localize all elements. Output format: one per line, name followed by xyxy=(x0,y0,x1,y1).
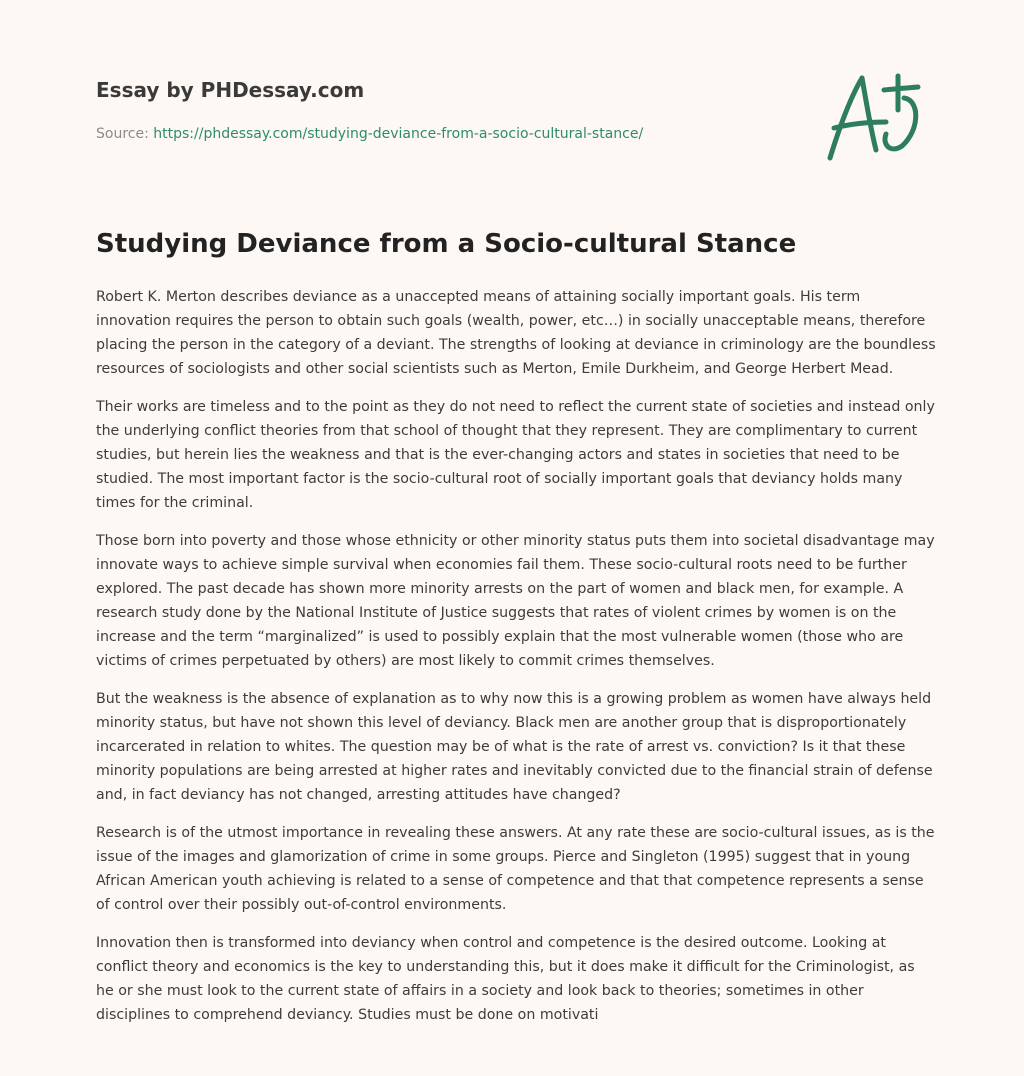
source-line xyxy=(96,124,796,144)
brand-title: Essay by PHDessay.com xyxy=(96,78,365,102)
source-link[interactable]: https://phdessay.com/studying-deviance-from-a-socio-cultural-stance/ xyxy=(153,126,644,142)
essay-paragraph: But the weakness is the absence of explanation as to why now this is a growing problem as women have always held minority status, but have not shown this level of deviancy. Black men are another group that is disproportionately incarcerated in relation to whites. The question may be of what is the rate of arrest vs. conviction? Is it that these minority populations are being arrested at higher rates and inevitably convicted due to the financial strain of defense and, in fact deviancy has not changed, arresting attitudes have changed? xyxy=(96,691,933,803)
essay-paragraph: Their works are timeless and to the point as they do not need to reflect the current state of societies and instead only the underlying conflict theories from that school of thought that they represent. They are complimentary to current studies, but herein lies the weakness and that is the ever-changing actors and states in societies that need to be studied. The most important factor is the socio-cultural root of socially important goals that deviancy holds many times for the criminal. xyxy=(96,399,935,511)
essay-paragraph: Robert K. Merton describes deviance as a unaccepted means of attaining socially important goals. His term innovation requires the person to obtain such goals (wealth, power, etc…) in socially unacceptable means, therefore placing the person in the category of a deviant. The strengths of looking at deviance in criminology are the boundless resources of sociologists and other social scientists such as Merton, Emile Durkheim, and George Herbert Mead. xyxy=(96,289,936,377)
essay-body xyxy=(96,285,936,1065)
source-label: Source: xyxy=(96,126,149,142)
site-header xyxy=(96,76,796,144)
essay-paragraph: Research is of the utmost importance in revealing these answers. At any rate these are socio-cultural issues, as is the issue of the images and glamorization of crime in some groups. Pierce and Singleton (1995) suggest that in young African American youth achieving is related to a sense of competence and that that competence represents a sense of control over their possibly out-of-control environments. xyxy=(96,825,935,913)
essay-paragraph: Innovation then is transformed into deviancy when control and competence is the desired outcome. Looking at conflict theory and economics is the key to understanding this, but it does make it difficult for the Criminologist, as he or she must look to the current state of affairs in a society and look back to theories; sometimes in other disciplines to comprehend deviancy. Studies must be done on motivati xyxy=(96,935,915,1023)
essay-paragraph: Those born into poverty and those whose ethnicity or other minority status puts them into societal disadvantage may innovate ways to achieve simple survival when economies fail them. These socio-cultural roots need to be further explored. The past decade has shown more minority arrests on the part of women and black men, for example. A research study done by the National Institute of Justice suggests that rates of violent crimes by women is on the increase and the term “marginalized” is used to possibly explain that the most vulnerable women (those who are victims of crimes perpetuated by others) are most likely to commit crimes themselves. xyxy=(96,533,935,669)
a-plus-logo-icon xyxy=(820,66,930,166)
essay-title: Studying Deviance from a Socio-cultural Stance xyxy=(96,229,797,259)
